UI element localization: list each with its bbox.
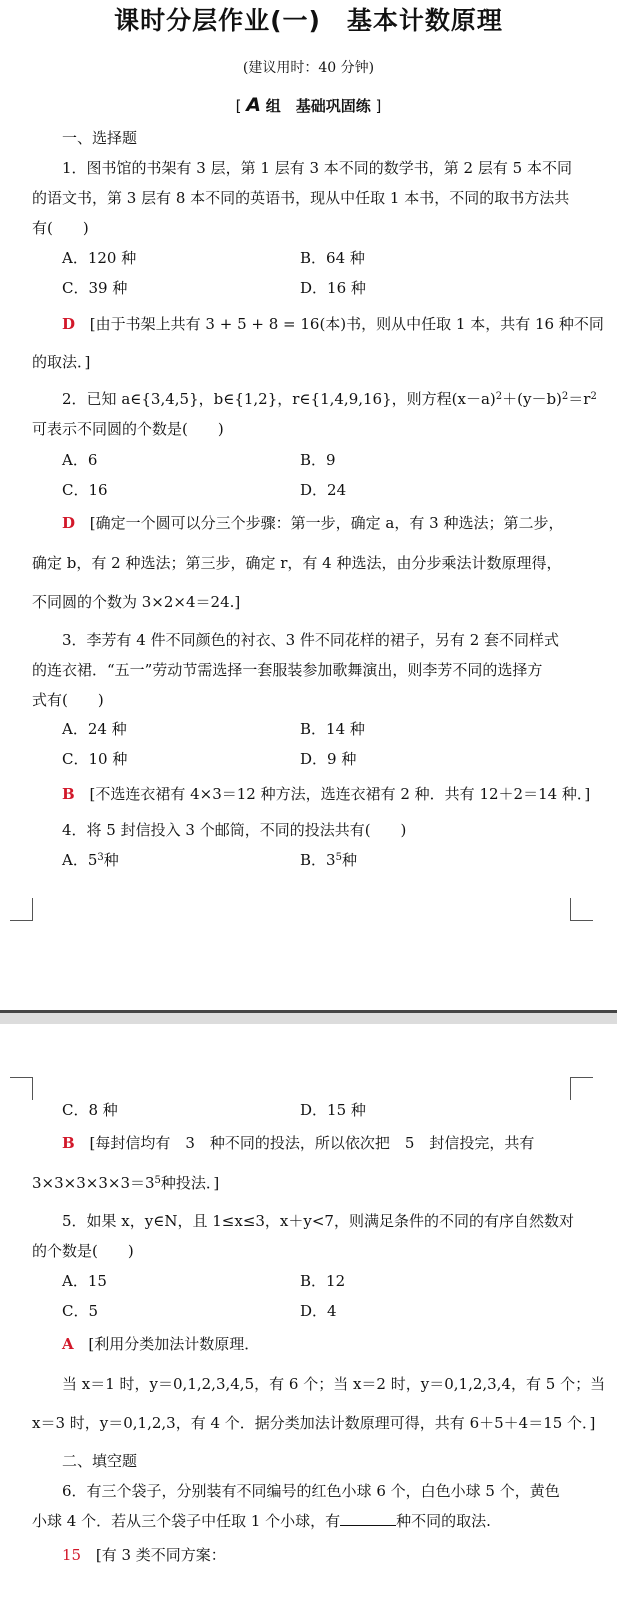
page-2	[0, 1024, 617, 1617]
q6-line-1: 6．有三个袋子，分别装有不同编号的红色小球 6 个，白色小球 5 个，黄色	[62, 1482, 560, 1500]
q1-answer: D	[62, 315, 76, 333]
group-header	[0, 94, 617, 117]
q1-line-2: 的语文书，第 3 层有 8 本不同的英语书，现从中任取 1 本书，不同的取书方法共	[32, 189, 570, 207]
q6-answer: 15	[62, 1546, 82, 1564]
crop-mark-top-left	[10, 898, 33, 921]
q2-answer: D	[62, 514, 76, 532]
q1-option-a: A．120 种	[62, 249, 137, 267]
section-choice: 一、选择题	[62, 129, 138, 147]
q6-line-2: 小球 4 个．若从三个袋子中任取 1 个小球，有 种不同的取法.	[32, 1512, 491, 1530]
q2-explanation-line-1: D [确定一个圆可以分三个步骤：第一步，确定 a，有 3 种选法；第二步，	[62, 514, 564, 532]
q1-option-b: B．64 种	[300, 249, 365, 267]
group-open-bracket: [	[235, 97, 242, 115]
q2-explanation-line-2: 确定 b，有 2 种选法；第三步，确定 r，有 4 种选法，由分步乘法计数原理得，	[32, 554, 562, 572]
page-separator	[0, 1010, 617, 1024]
q5-option-c: C．5	[62, 1302, 99, 1320]
crop-mark-top-right	[570, 898, 593, 921]
q1-option-c: C．39 种	[62, 279, 128, 297]
q2-option-d: D．24	[300, 481, 347, 499]
q4-explanation-line-2: $3\times 3\times 3\times 3\times 3=3^5$种投法．]	[32, 1174, 220, 1192]
q3-option-c: C．10 种	[62, 750, 128, 768]
q3-answer: B	[62, 785, 75, 803]
q2-line-2: 可表示不同圆的个数是( )	[32, 420, 224, 438]
q4-line: 4．将 5 封信投入 3 个邮筒，不同的投法共有( )	[62, 821, 407, 839]
q4-option-b: B．$3^5$种	[300, 851, 357, 869]
q3-option-a: A．24 种	[62, 720, 127, 738]
q6-blank	[340, 1511, 396, 1526]
q3-line-1: 3．李芳有 4 件不同颜色的衬衣、3 件不同花样的裙子，另有 2 套不同样式	[62, 631, 560, 649]
q1-explanation-line-2: 的取法．]	[32, 353, 91, 371]
q5-line-1: 5．如果 x，y∈N，且 1≤x≤3，x＋y<7，则满足条件的不同的有序自然数对	[62, 1212, 574, 1230]
q1-option-d: D．16 种	[300, 279, 366, 297]
section-fill: 二、填空题	[62, 1452, 138, 1470]
q5-answer: A	[62, 1335, 74, 1353]
q3-option-b: B．14 种	[300, 720, 365, 738]
q6-explanation: 15 [有 3 类不同方案：	[62, 1546, 226, 1564]
group-letter: A	[246, 94, 261, 116]
q5-option-b: B．12	[300, 1272, 346, 1290]
q4-option-c: C．8 种	[62, 1101, 118, 1119]
page-title: 课时分层作业(一) 基本计数原理	[114, 6, 503, 35]
q5-option-d: D．4	[300, 1302, 337, 1320]
q2-option-c: C．16	[62, 481, 108, 499]
q4-answer: B	[62, 1134, 75, 1152]
q5-explanation-line-2: 当 x＝1 时，y＝0,1,2,3,4,5，有 6 个；当 x＝2 时，y＝0,1,2,3,4，有 5 个；当	[62, 1375, 606, 1393]
q1-line-1: 1．图书馆的书架有 3 层，第 1 层有 3 本不同的数学书，第 2 层有 5 本不同	[62, 159, 572, 177]
q5-explanation-line-3: x＝3 时，y＝0,1,2,3，有 4 个．据分类加法计数原理可得，共有 6＋5＋4＝15 个．]	[32, 1414, 596, 1432]
q3-line-2: 的连衣裙．“五一”劳动节需选择一套服装参加歌舞演出，则李芳不同的选择方	[32, 661, 543, 679]
q2-option-b: B．9	[300, 451, 336, 469]
q4-explanation-line-1: B [每封信均有 3 种不同的投法，所以依次把 5 封信投完，共有	[62, 1134, 535, 1152]
q5-explanation-line-1: A [利用分类加法计数原理．	[62, 1335, 260, 1353]
crop-mark-bottom-left	[10, 1077, 33, 1100]
crop-mark-bottom-right	[570, 1077, 593, 1100]
q3-option-d: D．9 种	[300, 750, 357, 768]
group-close-bracket: ]	[375, 97, 382, 115]
page-subtitle: (建议用时：40 分钟)	[242, 60, 375, 76]
group-label: 组 基础巩固练	[265, 97, 371, 115]
q1-explanation-line-1: D [由于书架上共有 3 + 5 + 8 = 16(本)书，则从中任取 1 本，共有 16 种不同	[62, 315, 604, 333]
q1-line-3: 有( )	[32, 219, 89, 237]
q5-line-2: 的个数是( )	[32, 1242, 134, 1260]
q2-explanation-line-3: 不同圆的个数为 3×2×4＝24.]	[32, 593, 241, 611]
q4-option-a: A．$5^3$种	[62, 851, 119, 869]
q2-option-a: A．6	[62, 451, 98, 469]
q5-option-a: A．15	[62, 1272, 107, 1290]
q2-line-1: 2．已知 a∈{3,4,5}，b∈{1,2}，r∈{1,4,9,16}，则方程$(x-a)^2+(y-b)^2=r^2$	[62, 390, 597, 408]
q3-explanation: B [不选连衣裙有 4×3＝12 种方法，选连衣裙有 2 种．共有 12＋2＝14 种．]	[62, 785, 591, 803]
q3-line-3: 式有( )	[32, 691, 104, 709]
q4-option-d: D．15 种	[300, 1101, 366, 1119]
